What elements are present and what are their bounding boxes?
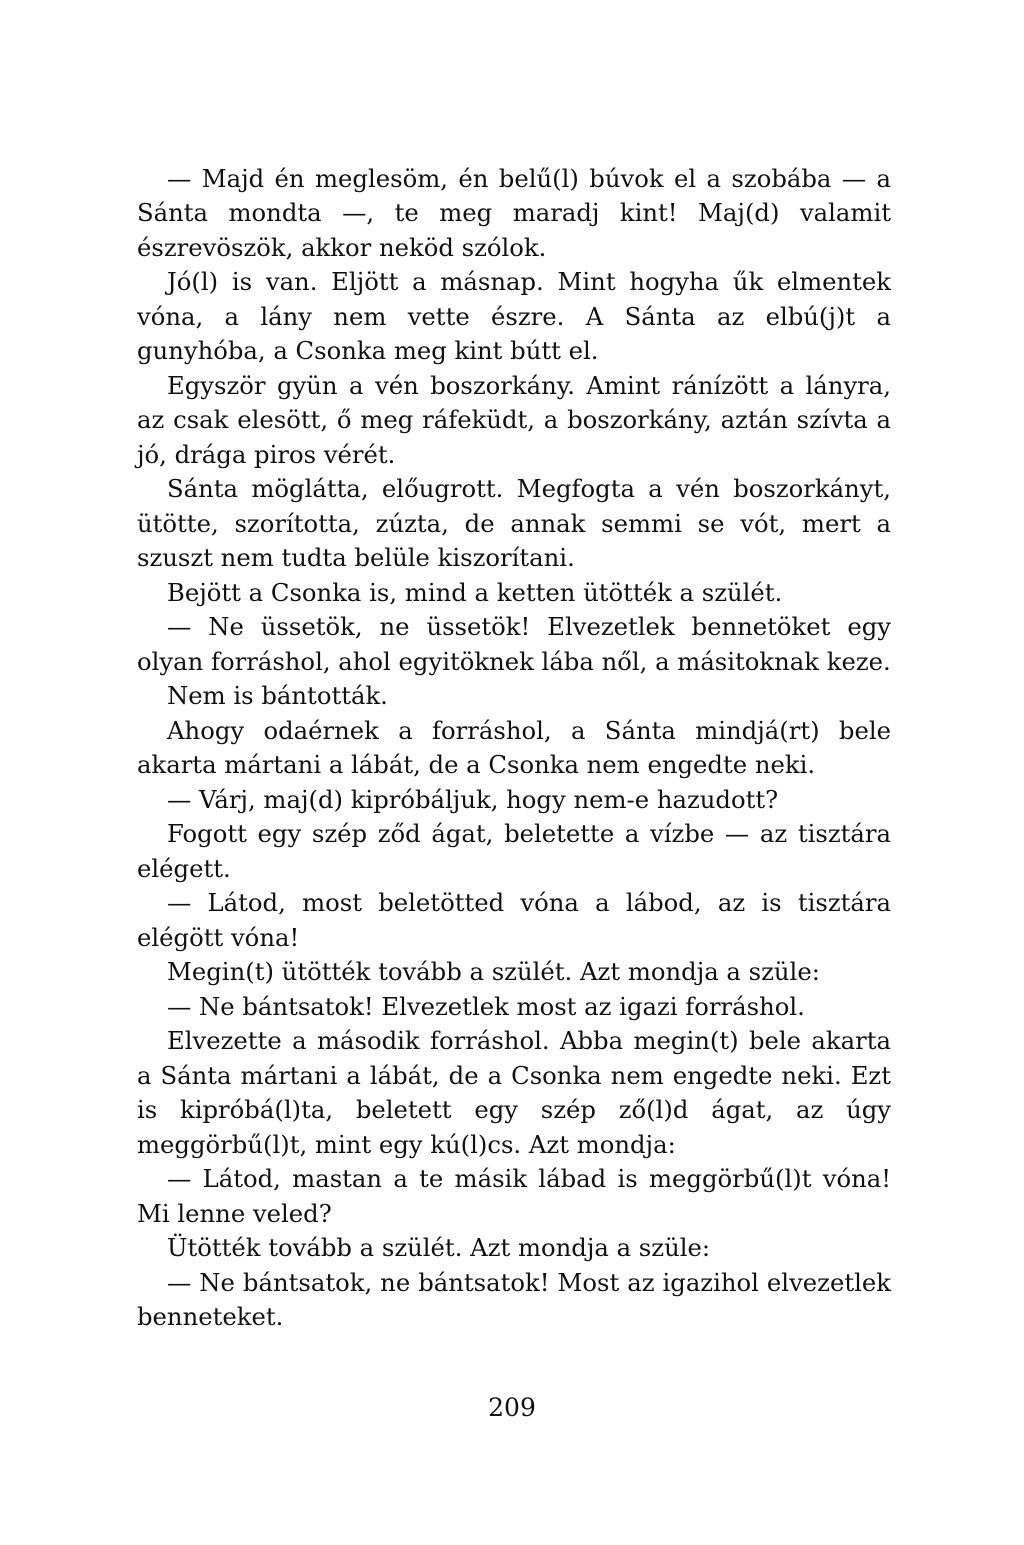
paragraph: — Látod, mastan a te másik lábad is meggörbű(l)t vóna! Mi lenne veled? [137, 1164, 891, 1228]
paragraph: Elvezette a második forráshol. Abba megin(t) bele akarta a Sánta mártani a lábát, de a Csonka nem engedte neki. Ezt is kipróbá(l)ta, beletett egy szép ző(l)d ágat, az úgy meggörbű(l)t, mint egy kú(l)cs. Azt mondja: [137, 1026, 891, 1159]
paragraph: Bejött a Csonka is, mind a ketten ütötték a szülét. [167, 577, 783, 607]
paragraph: — Látod, most beletötted vóna a lábod, az is tisztára elégött vóna! [137, 888, 891, 952]
paragraph: Fogott egy szép ződ ágat, beletette a vízbe — az tisztára elégett. [137, 819, 891, 883]
paragraph: Sánta möglátta, előugrott. Megfogta a vén boszorkányt, ütötte, szorította, zúzta, de annak semmi se vót, mert a szuszt nem tudta belüle kiszorítani. [137, 474, 891, 573]
paragraph: Ütötték tovább a szülét. Azt mondja a szüle: [167, 1233, 711, 1263]
paragraph: — Ne bántsatok, ne bántsatok! Most az igazihol elvezetlek benneteket. [137, 1267, 891, 1331]
paragraph: Nem is bántották. [167, 681, 388, 711]
paragraph: — Ne bántsatok! Elvezetlek most az igazi forráshol. [167, 991, 805, 1021]
paragraph: Jó(l) is van. Eljött a másnap. Mint hogyha űk elmentek vóna, a lány nem vette észre. A Sánta az elbú(j)t a gunyhóba, a Csonka meg kint bútt el. [137, 267, 891, 366]
paragraph: Megin(t) ütötték tovább a szülét. Azt mondja a szüle: [167, 957, 820, 987]
body-text [137, 162, 891, 1334]
page-number: 209 [488, 1393, 536, 1422]
paragraph: — Ne üssetök, ne üssetök! Elvezetlek bennetöket egy olyan forráshol, ahol egyitöknek lába nől, a másitoknak keze. [137, 612, 891, 676]
paragraph: — Majd én meglesöm, én belű(l) búvok el a szobába — a Sánta mondta —, te meg maradj kint! Maj(d) valamit észrevöszök, akkor neköd szólok. [137, 164, 891, 262]
paragraph: Ahogy odaérnek a forráshol, a Sánta mindjá(rt) bele akarta mártani a lábát, de a Csonka nem engedte neki. [137, 715, 891, 780]
paragraph: — Várj, maj(d) kipróbáljuk, hogy nem-e hazudott? [167, 784, 779, 814]
paragraph: Egyször gyün a vén boszorkány. Amint ránízött a lányra, az csak elesött, ő meg ráfeküdt, a boszorkány, aztán szívta a jó, drága piros vérét. [137, 370, 891, 469]
